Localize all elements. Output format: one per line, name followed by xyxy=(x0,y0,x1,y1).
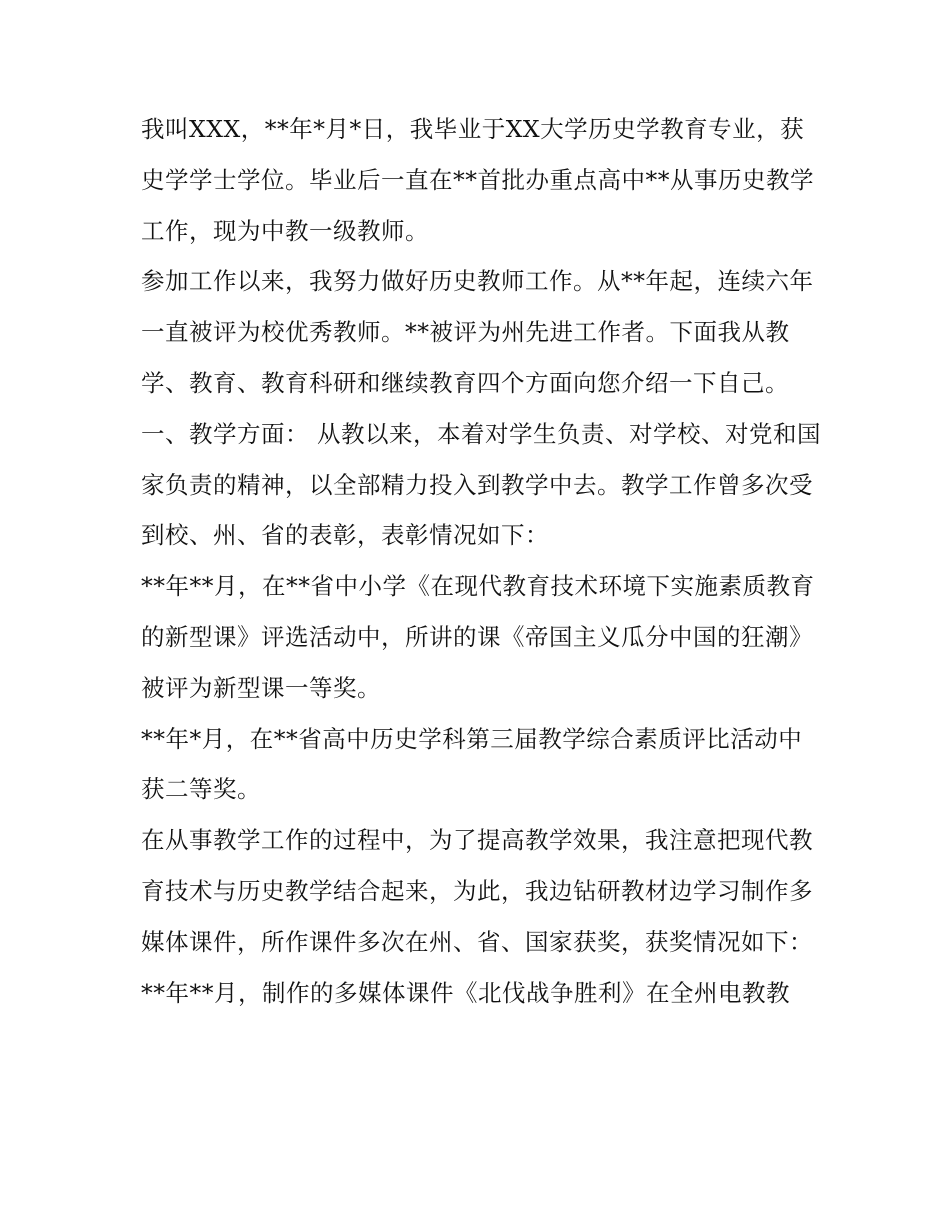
paragraph-award-history-competition: **年*月，在**省高中历史学科第三届教学综合素质评比活动中获二等奖。 xyxy=(141,724,803,804)
paragraph-multimedia-teaching: 在从事教学工作的过程中，为了提高教学效果，我注意把现代教育技术与历史教学结合起来，为此，我边钻研教材边学习制作多媒体课件，所作课件多次在州、省、国家获奖，获奖情况如下： xyxy=(141,826,813,956)
document-body xyxy=(141,104,821,1018)
paragraph-teaching-section: 一、教学方面： 从教以来，本着对学生负责、对学校、对党和国家负责的精神，以全部精力投入到教学中去。教学工作曾多次受到校、州、省的表彰，表彰情况如下： xyxy=(141,419,821,550)
paragraph-multimedia-award: **年**月，制作的多媒体课件《北伐战争胜利》在全州电教教 xyxy=(141,978,790,1007)
paragraph-intro: 我叫XXX，**年*月*日，我毕业于XX大学历史学教育专业，获史学学士学位。毕业后一直在**首批办重点高中**从事历史教学工作，现为中教一级教师。 xyxy=(141,115,814,245)
paragraph-overview: 参加工作以来，我努力做好历史教师工作。从**年起，连续六年一直被评为校优秀教师。**被评为州先进工作者。下面我从教学、教育、教育科研和继续教育四个方面向您介绍一下自己。 xyxy=(141,267,814,397)
paragraph-award-new-lesson: **年**月，在**省中小学《在现代教育技术环境下实施素质教育的新型课》评选活动中，所讲的课《帝国主义瓜分中国的狂潮》被评为新型课一等奖。 xyxy=(141,572,815,702)
